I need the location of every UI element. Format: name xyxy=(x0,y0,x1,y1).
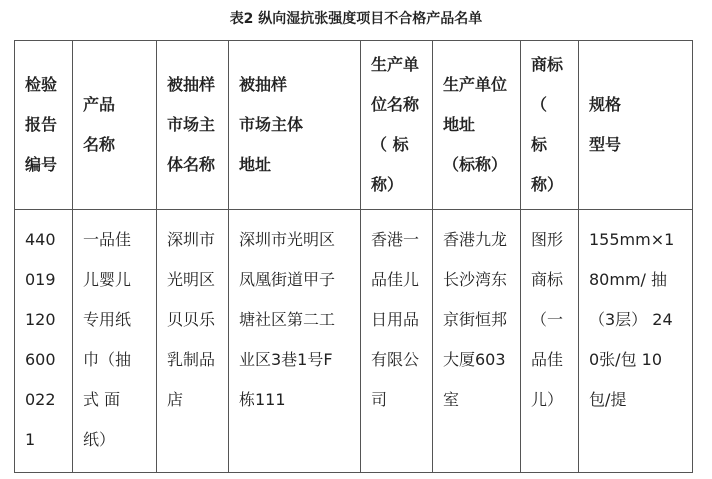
header-manufacturer-name: 生产单 位名称 （ 标 称） xyxy=(361,41,433,210)
nonconforming-products-table xyxy=(14,40,693,473)
cell-manufacturer-name: 香港一 品佳儿 日用品 有限公 司 xyxy=(361,210,433,473)
cell-trademark: 图形 商标 （一 品佳 儿） xyxy=(521,210,579,473)
header-row xyxy=(15,41,693,210)
table-title: 表2 纵向湿抗张强度项目不合格产品名单 xyxy=(229,11,483,27)
header-manufacturer-address: 生产单位 地址 （标称） xyxy=(433,41,521,210)
cell-specification-model: 155mm×1 80mm/ 抽 （3层） 24 0张/包 10 包/提 xyxy=(579,210,693,473)
cell-sampled-entity-name: 深圳市 光明区 贝贝乐 乳制品 店 xyxy=(157,210,229,473)
header-specification-model: 规格 型号 xyxy=(579,41,693,210)
header-product-name: 产品 名称 xyxy=(73,41,157,210)
cell-product-name: 一品佳 儿婴儿 专用纸 巾（抽 式 面 纸） xyxy=(73,210,157,473)
cell-report-number: 440 019 120 600 022 1 xyxy=(15,210,73,473)
header-trademark: 商标 （ 标 称） xyxy=(521,41,579,210)
header-sampled-entity-name: 被抽样 市场主 体名称 xyxy=(157,41,229,210)
cell-sampled-entity-address: 深圳市光明区 凤凰街道甲子 塘社区第二工 业区3巷1号F 栋111 xyxy=(229,210,361,473)
header-report-number: 检验 报告 编号 xyxy=(15,41,73,210)
table-row xyxy=(15,210,693,473)
cell-manufacturer-address: 香港九龙 长沙湾东 京街恒邦 大厦603 室 xyxy=(433,210,521,473)
header-sampled-entity-address: 被抽样 市场主体 地址 xyxy=(229,41,361,210)
